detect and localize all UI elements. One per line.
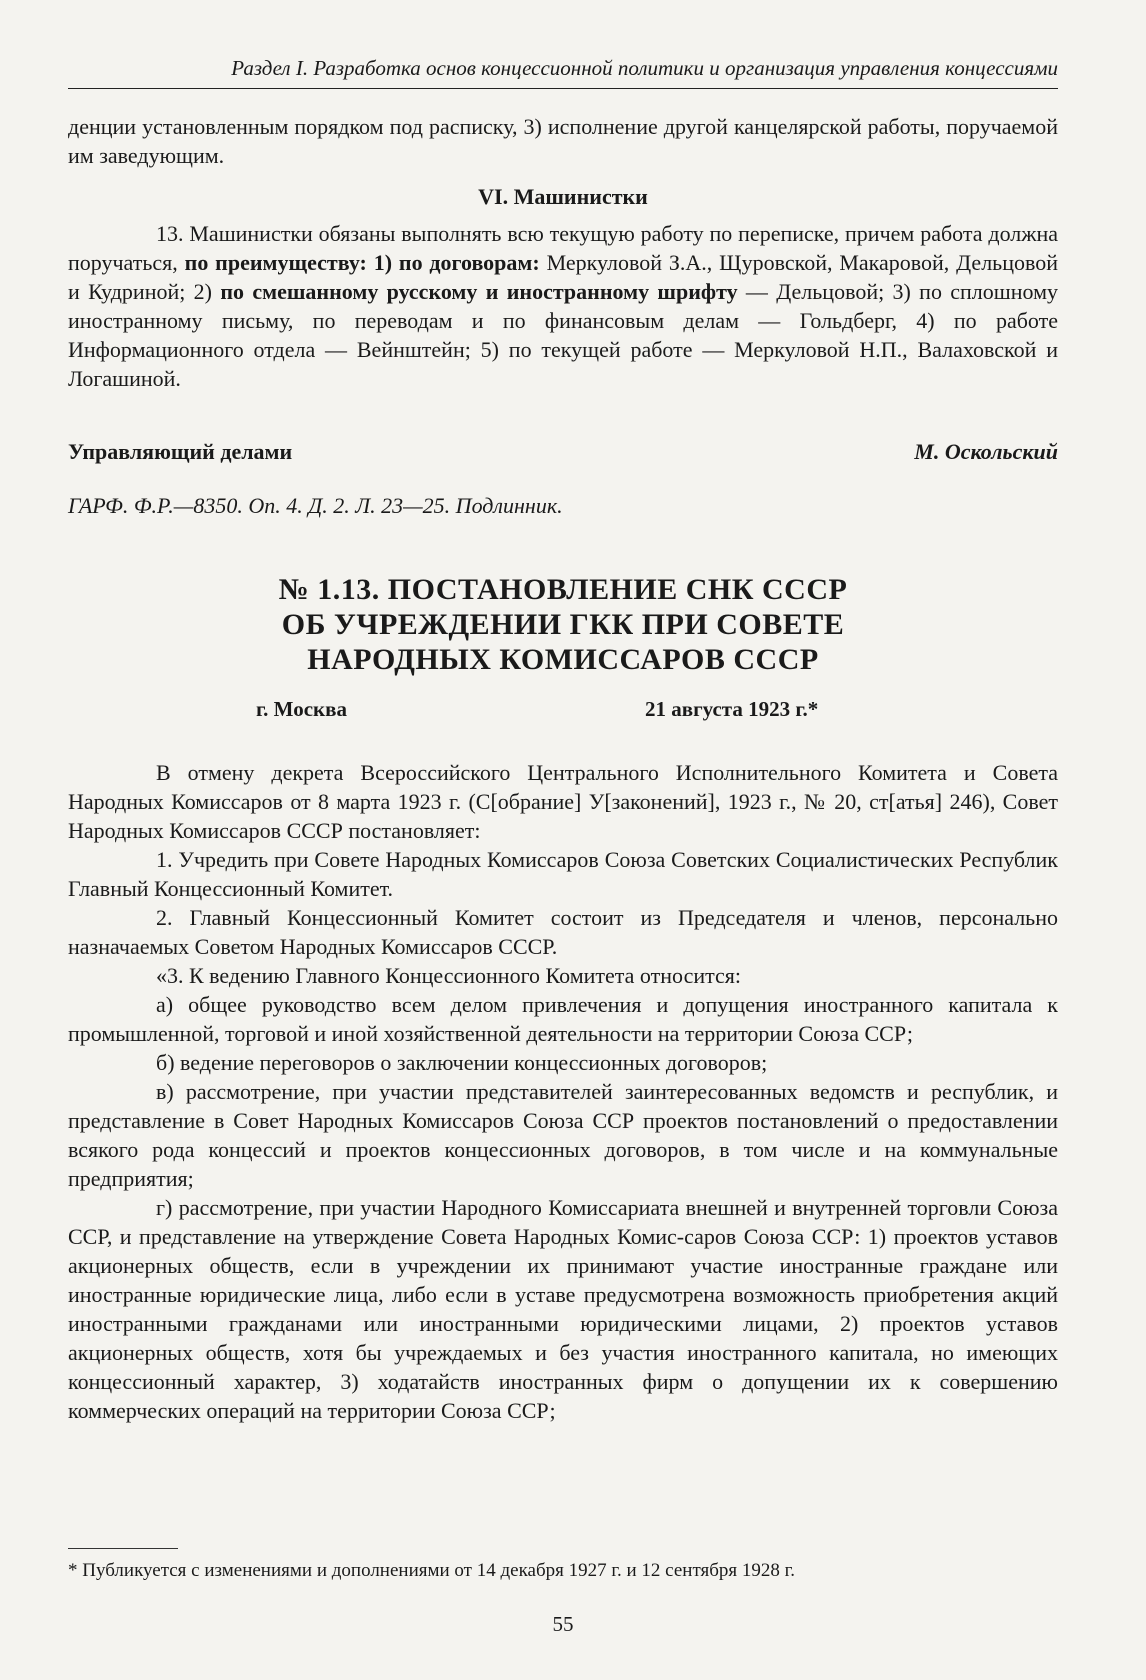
- header-rule: [68, 88, 1058, 89]
- p13-part2: Меркуловой З.А., Щуровской, Макаровой, Дельцовой и Кудриной; 2): [68, 250, 1058, 304]
- footnote: * Публикуется с изменениями и дополнениями от 14 декабря 1927 г. и 12 сентября 1928 г.: [68, 1560, 796, 1581]
- paragraph: «3. К ведению Главного Концессионного Комитета относится:: [156, 963, 741, 988]
- paragraph: а) общее руководство всем делом привлечения и допущения иностранного капитала к промышленной, торговой и иной хозяйственной деятельности на территории Союза ССР;: [68, 992, 1058, 1046]
- continuation-paragraph: денции установленным порядком под расписку, 3) исполнение другой канцелярской работы, поручаемой им заведующим.: [68, 114, 1058, 168]
- title-line-2: ОБ УЧРЕЖДЕНИИ ГКК ПРИ СОВЕТЕ: [281, 608, 845, 641]
- paragraph-13: [68, 219, 1058, 393]
- paragraph: 2. Главный Концессионный Комитет состоит из Председателя и членов, персонально назначаемых Советом Народных Комиссаров СССР.: [68, 905, 1058, 959]
- place-date: [68, 695, 1058, 724]
- page-number: 55: [552, 1612, 574, 1636]
- paragraph: г) рассмотрение, при участии Народного Комиссариата внешней и внутренней торговли Союза ССР, и представление на утверждение Совета Народных Комис-саров Союза ССР: 1) проектов уставов акционерных обществ, если в учреждении их принимают участие иностранные граждане или иностранные юридические лица, либо если в уставе предусмотрена возможность приобретения акций иностранными гражданами или иностранными юридическими лицами, 2) проектов уставов акционерных обществ, хотя бы учреждаемых и без участия иностранного капитала, но имеющих концессионный характер, 3) ходатайств иностранных фирм о допущении их к совершению коммерческих операций на территории Союза ССР;: [68, 1195, 1058, 1423]
- p13-part3: — Дельцовой; 3) по сплошному иностранному письму, по переводам и по финансовым делам — Гольдберг, 4) по работе Информационного отдела — Вейнштейн; 5) по текущей работе — Меркуловой Н.П., Валаховской и Логашиной.: [68, 279, 1058, 391]
- p13-bold2: по смешанному русскому и иностранному шрифту: [220, 279, 738, 304]
- document-page: [68, 0, 1058, 1680]
- footnote-rule: [68, 1548, 178, 1549]
- date: 21 августа 1923 г.*: [644, 697, 819, 721]
- document-title: [68, 572, 1058, 677]
- signature-role: Управляющий делами: [68, 439, 293, 464]
- title-line-1: № 1.13. ПОСТАНОВЛЕНИЕ СНК СССР: [278, 573, 848, 606]
- running-header: Раздел I. Разработка основ концессионной политики и организация управления концессиями: [231, 56, 1058, 80]
- place: г. Москва: [256, 697, 347, 721]
- signature-line: [68, 437, 1058, 466]
- section-heading: VI. Машинистки: [478, 184, 648, 209]
- p13-part1: 13. Машинистки обязаны выполнять всю текущую работу по переписке, причем работа должна поручаться,: [68, 221, 1058, 275]
- spacer: [68, 724, 1058, 758]
- signature-name: М. Оскольский: [914, 439, 1058, 464]
- paragraph: б) ведение переговоров о заключении концессионных договоров;: [156, 1050, 768, 1075]
- p13-bold1: по преимуществу: 1) по договорам:: [184, 250, 540, 275]
- page-body: [68, 112, 1058, 1425]
- paragraph: 1. Учредить при Совете Народных Комиссаров Союза Советских Социалистических Республик Главный Концессионный Комитет.: [68, 847, 1058, 901]
- paragraph: В отмену декрета Всероссийского Центрального Исполнительного Комитета и Совета Народных Комиссаров от 8 марта 1923 г. (С[обрание] У[законений], 1923 г., № 20, ст[атья] 246), Совет Народных Комиссаров СССР постановляет:: [68, 760, 1058, 843]
- archive-reference: ГАРФ. Ф.Р.—8350. Оп. 4. Д. 2. Л. 23—25. Подлинник.: [68, 493, 563, 518]
- paragraph: в) рассмотрение, при участии представителей заинтересованных ведомств и республик, и представление в Совет Народных Комиссаров Союза ССР проектов постановлений о предоставлении всякого рода концессий и проектов концессионных договоров, в том числе и на коммунальные предприятия;: [68, 1079, 1058, 1191]
- title-line-3: НАРОДНЫХ КОМИССАРОВ СССР: [307, 643, 819, 676]
